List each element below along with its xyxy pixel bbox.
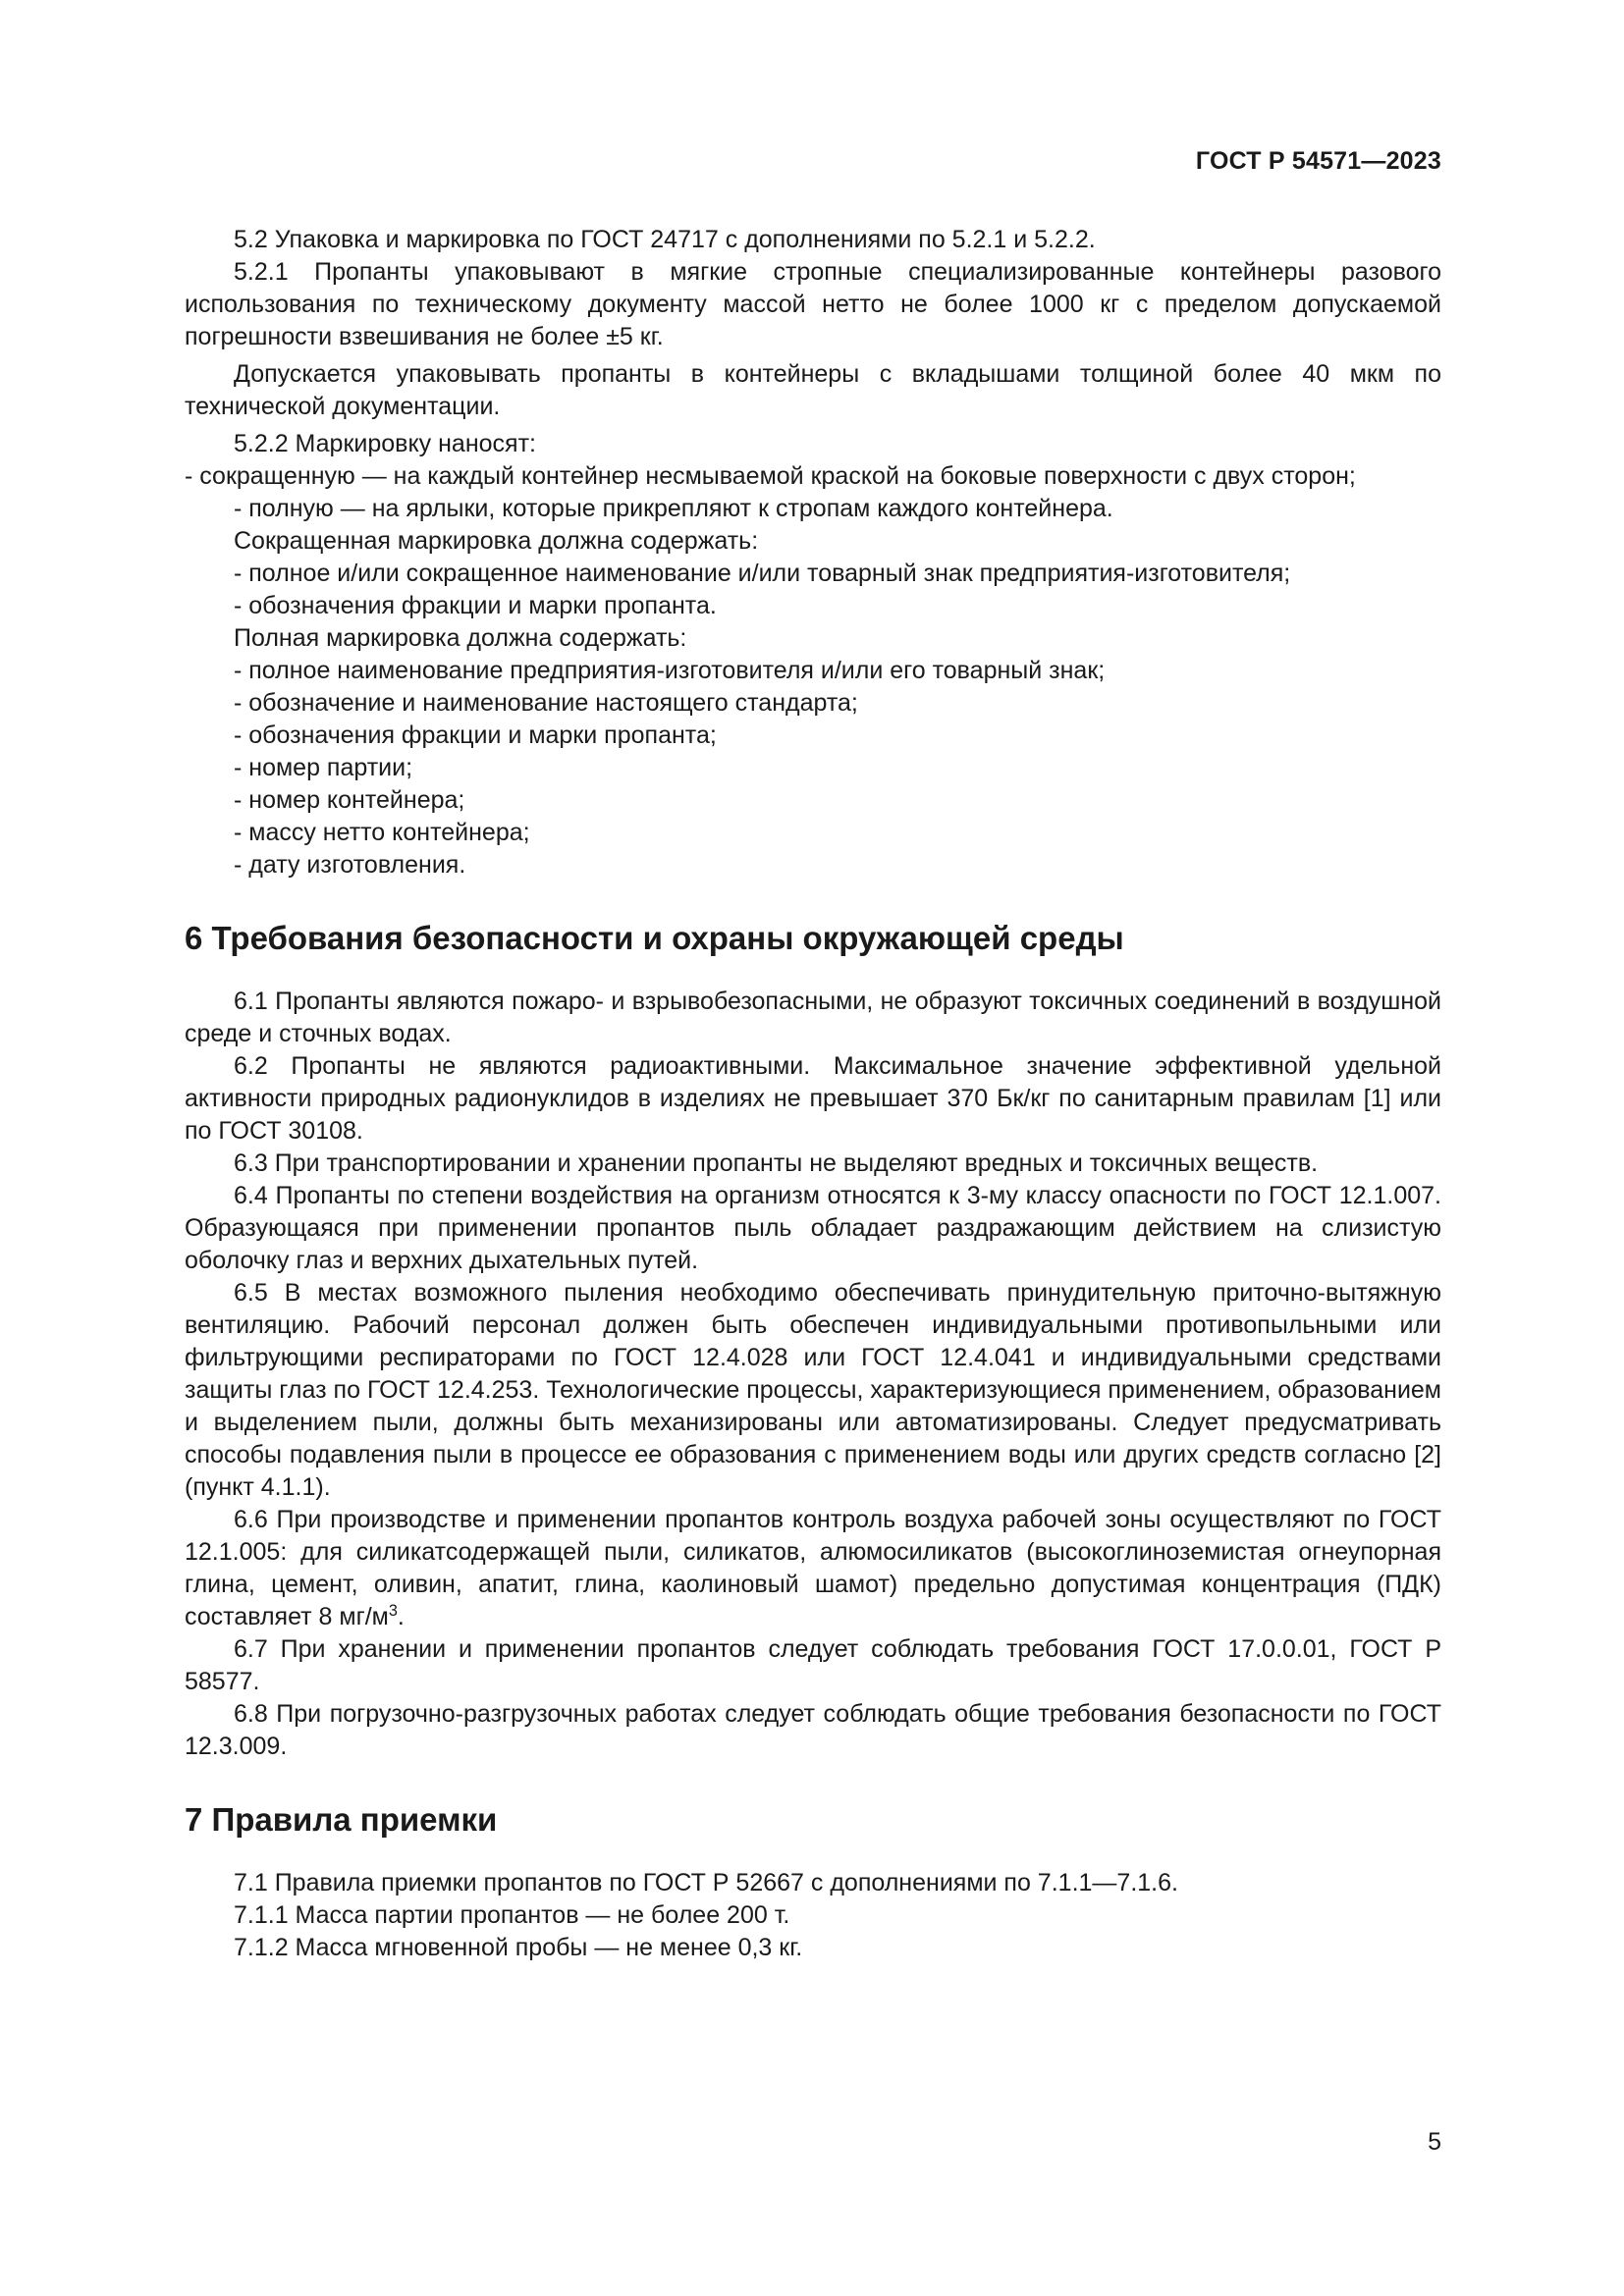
page-number: 5 xyxy=(1428,2128,1441,2156)
paragraph-6-6-end: . xyxy=(397,1603,405,1630)
full-marking-item: - номер контейнера; xyxy=(234,786,465,814)
paragraph-6-6-text: 6.6 При производстве и применении пропантов контроль воздуха рабочей зоны осуществляют по ГОСТ 12.1.005: для силикатсодержащей пыли, силикатов, алюмосиликатов (высокоглиноземистая огнеупорная глина, цемент, оливин, апатит, глина, каолиновый шамот) предельно допустимая концентрация (ПДК) составляет 8 мг/м xyxy=(185,1506,1441,1630)
paragraph-6-4: 6.4 Пропанты по степени воздействия на организм относятся к 3-му классу опасности по ГОСТ 12.1.007. Образующаяся при применении пропантов пыль обладает раздражающим действием на слизистую оболочку глаз и верхних дыхательных путей. xyxy=(185,1182,1441,1274)
paragraph-6-7: 6.7 При хранении и применении пропантов следует соблюдать требования ГОСТ 17.0.0.01, ГОСТ Р 58577. xyxy=(185,1635,1441,1695)
paragraph-6-1: 6.1 Пропанты являются пожаро- и взрывобезопасными, не образуют токсичных соединений в воздушной среде и сточных водах. xyxy=(185,988,1441,1047)
full-marking-item: - номер партии; xyxy=(234,754,413,781)
paragraph-6-6 xyxy=(185,1504,1441,1633)
full-marking-item: - дату изготовления. xyxy=(234,851,466,879)
document-designation: ГОСТ Р 54571—2023 xyxy=(1195,147,1441,175)
paragraph-6-3: 6.3 При транспортировании и хранении пропанты не выделяют вредных и токсичных веществ. xyxy=(234,1149,1319,1177)
full-marking-item: - массу нетто контейнера; xyxy=(234,819,530,846)
full-marking-item: - обозначения фракции и марки пропанта; xyxy=(234,721,717,749)
paragraph-7-1-1: 7.1.1 Масса партии пропантов — не более 200 т. xyxy=(234,1901,790,1929)
superscript-3: 3 xyxy=(388,1602,398,1621)
paragraph-5-2-2: 5.2.2 Маркировку наносят: xyxy=(234,430,536,457)
full-marking-item: - полное наименование предприятия-изготовителя и/или его товарный знак; xyxy=(234,657,1106,684)
section-6-heading: 6 Требования безопасности и охраны окружающей среды xyxy=(185,920,1124,956)
paragraph-5-2: 5.2 Упаковка и маркировка по ГОСТ 24717 с дополнениями по 5.2.1 и 5.2.2. xyxy=(234,226,1096,253)
paragraph-6-8: 6.8 При погрузочно-разгрузочных работах следует соблюдать общие требования безопасности по ГОСТ 12.3.009. xyxy=(185,1700,1441,1760)
paragraph-allowed-liners: Допускается упаковывать пропанты в контейнеры с вкладышами толщиной более 40 мкм по технической документации. xyxy=(185,360,1441,420)
full-marking-item: - обозначение и наименование настоящего стандарта; xyxy=(234,689,858,717)
short-marking-item: - полное и/или сокращенное наименование и/или товарный знак предприятия-изготовителя; xyxy=(234,560,1291,587)
paragraph-6-2: 6.2 Пропанты не являются радиоактивными. Максимальное значение эффективной удельной активности природных радионуклидов в изделиях не превышает 370 Бк/кг по санитарным правилам [1] или по ГОСТ 30108. xyxy=(185,1052,1441,1145)
paragraph-7-1-2: 7.1.2 Масса мгновенной пробы — не менее 0,3 кг. xyxy=(234,1934,803,1961)
section-7-heading: 7 Правила приемки xyxy=(185,1801,498,1838)
list-item-marking-full: - полную — на ярлыки, которые прикрепляют к стропам каждого контейнера. xyxy=(234,495,1113,522)
page-body xyxy=(185,224,1441,1964)
paragraph-5-2-1: 5.2.1 Пропанты упаковывают в мягкие стропные специализированные контейнеры разового использования по техническому документу массой нетто не более 1000 кг с пределом допускаемой погрешности взвешивания не более ±5 кг. xyxy=(185,258,1441,350)
paragraph-7-1: 7.1 Правила приемки пропантов по ГОСТ Р 52667 с дополнениями по 7.1.1—7.1.6. xyxy=(234,1869,1178,1896)
list-item-marking-short: - сокращенную — на каждый контейнер несмываемой краской на боковые поверхности с двух сторон; xyxy=(185,462,1356,490)
short-marking-intro: Сокращенная маркировка должна содержать: xyxy=(234,527,759,555)
short-marking-item: - обозначения фракции и марки пропанта. xyxy=(234,592,717,619)
full-marking-intro: Полная маркировка должна содержать: xyxy=(234,624,687,652)
paragraph-6-5: 6.5 В местах возможного пыления необходимо обеспечивать принудительную приточно-вытяжную вентиляцию. Рабочий персонал должен быть обеспечен индивидуальными противопыльными или фильтрующими респираторами по ГОСТ 12.4.028 или ГОСТ 12.4.041 и индивидуальными средствами защиты глаз по ГОСТ 12.4.253. Технологические процессы, характеризующиеся применением, образованием и выделением пыли, должны быть механизированы или автоматизированы. Следует предусматривать способы подавления пыли в процессе ее образования с применением воды или других средств согласно [2] (пункт 4.1.1). xyxy=(185,1279,1441,1501)
